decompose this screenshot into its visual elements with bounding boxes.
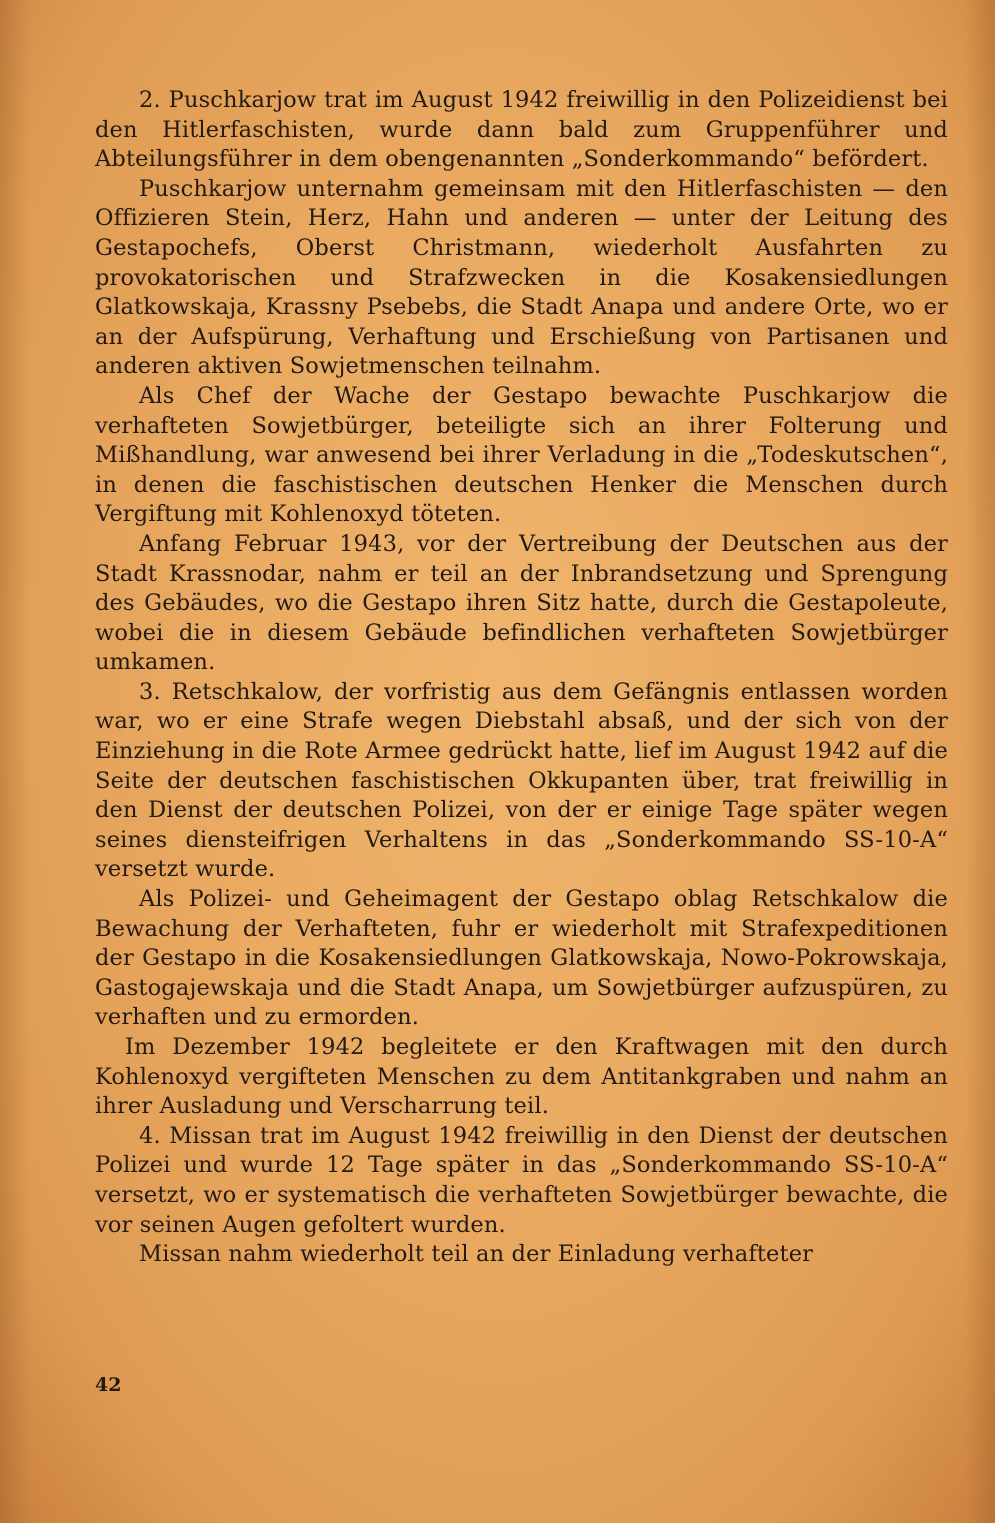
paragraph: Als Polizei- und Geheimagent der Gestapo oblag Retschkalow die Bewachung der Verhafteten, fuhr er wiederholt mit Strafexpeditionen der Gestapo in die Kosakensiedlungen Glatkowskaja, Nowo-Pokrowskaja, Gastogajewskaja und die Stadt Anapa, um Sowjetbürger aufzuspüren, zu verhaften und zu ermorden. bbox=[95, 886, 948, 1031]
paragraph: 4. Missan trat im August 1942 freiwillig in den Dienst der deutschen Polizei und wurde 12 Tage später in das „Sonderkommando SS-10-A“ versetzt, wo er systematisch die verhafteten Sowjetbürger bewachte, die vor seinen Augen gefoltert wurden. bbox=[95, 1122, 948, 1238]
paragraph: Puschkarjow unternahm gemeinsam mit den Hitlerfaschisten — den Offizieren Stein, Herz, Hahn und anderen — unter der Leitung des Gestapochefs, Oberst Christmann, wiederholt Ausfahrten zu provokatorischen und Strafzwecken in die Kosakensiedlungen Glatkowskaja, Krassny Psebebs, die Stadt Anapa und andere Orte, wo er an der Aufspürung, Verhaftung und Erschießung von Partisanen und anderen aktiven Sowjetmenschen teilnahm. bbox=[95, 175, 948, 380]
body-text bbox=[95, 86, 948, 1270]
paragraph: Anfang Februar 1943, vor der Vertreibung der Deutschen aus der Stadt Krassnodar, nahm er teil an der Inbrandsetzung und Sprengung des Gebäudes, wo die Gestapo ihren Sitz hatte, durch die Gestapoleute, wobei die in diesem Gebäude befindlichen verhafteten Sowjetbürger umkamen. bbox=[95, 530, 948, 676]
paragraph: Missan nahm wiederholt teil an der Einladung verhafteter bbox=[139, 1241, 814, 1268]
paragraph: 2. Puschkarjow trat im August 1942 freiwillig in den Polizeidienst bei den Hitlerfaschisten, wurde dann bald zum Gruppenführer und Abteilungsführer in dem obengenannten „Sonderkommando“ befördert. bbox=[95, 87, 948, 173]
page-edge-shadow-right bbox=[965, 0, 995, 1523]
paragraph: Als Chef der Wache der Gestapo bewachte Puschkarjow die verhafteten Sowjetbürger, beteiligte sich an ihrer Folterung und Mißhandlung, war anwesend bei ihrer Verladung in die „Todeskutschen“, in denen die faschistischen deutschen Henker die Menschen durch Vergiftung mit Kohlenoxyd töteten. bbox=[95, 382, 948, 528]
page-number: 42 bbox=[95, 1374, 122, 1396]
paragraph: 3. Retschkalow, der vorfristig aus dem Gefängnis entlassen worden war, wo er eine Strafe wegen Diebstahl absaß, und der sich von der Einziehung in die Rote Armee gedrückt hatte, lief im August 1942 auf die Seite der deutschen faschistischen Okkupanten über, trat freiwillig in den Dienst der deutschen Polizei, von der er einige Tage später wegen seines diensteifrigen Verhaltens in das „Sonderkommando SS-10-A“ versetzt wurde. bbox=[95, 678, 948, 883]
page-edge-shadow-left bbox=[0, 0, 30, 1523]
paragraph: Im Dezember 1942 begleitete er den Kraftwagen mit den durch Kohlenoxyd vergifteten Menschen zu dem Antitankgraben und nahm an ihrer Ausladung und Verscharrung teil. bbox=[95, 1034, 948, 1120]
